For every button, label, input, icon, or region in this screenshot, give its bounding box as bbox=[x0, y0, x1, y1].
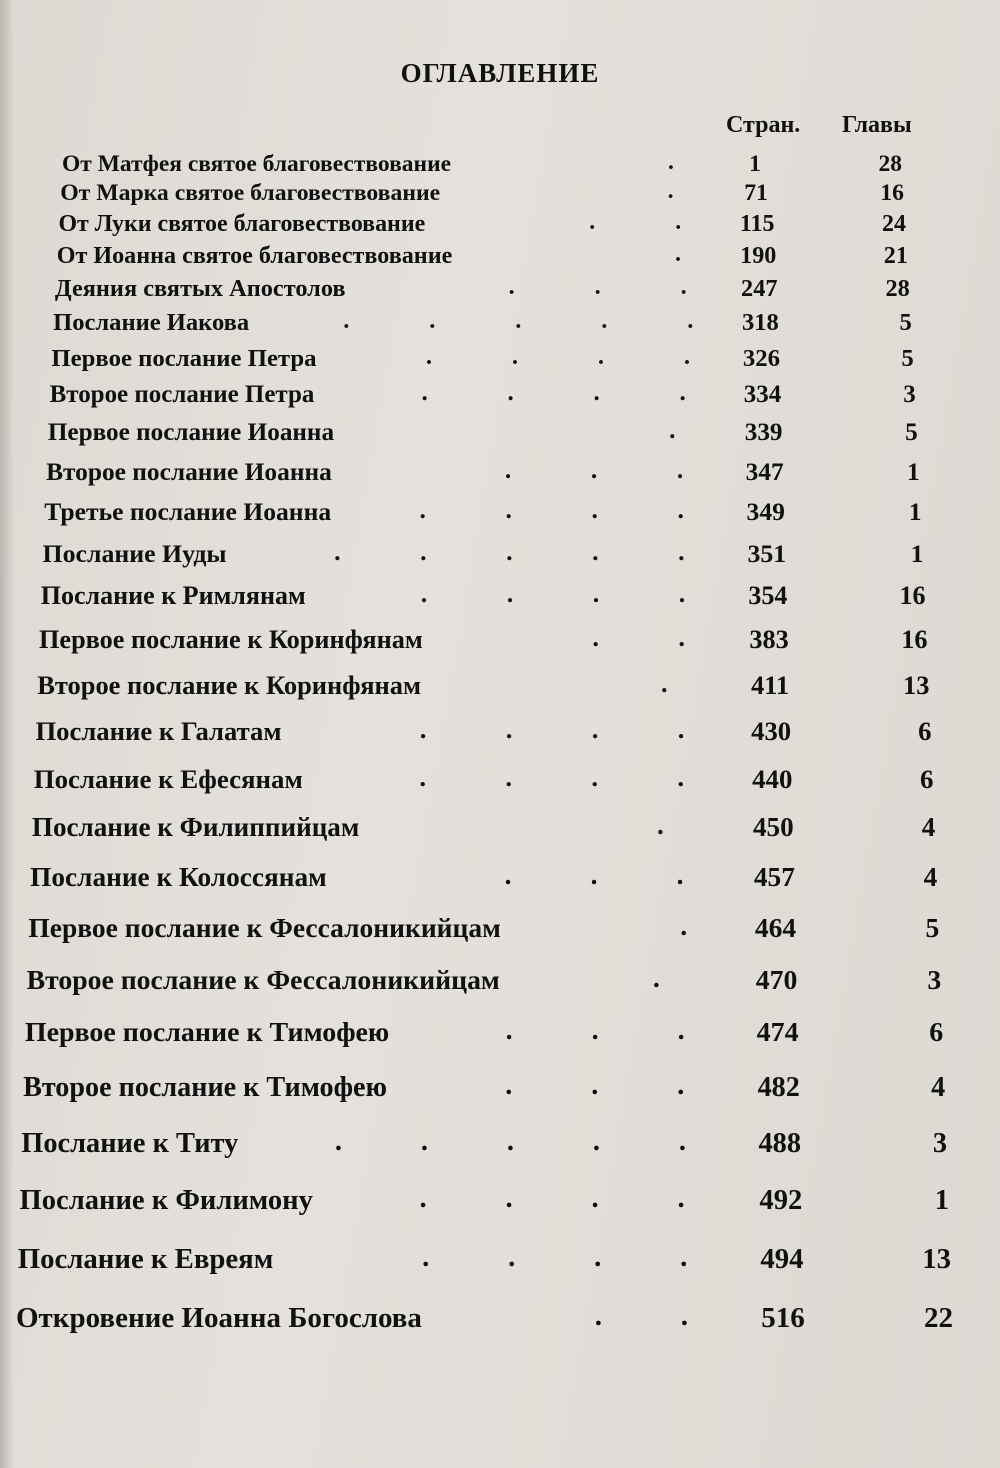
leader-dot: . bbox=[676, 859, 684, 890]
toc-entry-page: 1 bbox=[749, 151, 761, 177]
leader-dot: . bbox=[506, 1125, 514, 1157]
toc-row bbox=[0, 711, 1000, 751]
leader-dot: . bbox=[425, 342, 433, 370]
leader-dot: . bbox=[674, 239, 681, 267]
toc-row bbox=[0, 375, 1000, 415]
leader-dot: . bbox=[343, 307, 350, 335]
leader-dot: . bbox=[676, 456, 684, 485]
leader-dot: . bbox=[422, 1240, 430, 1273]
toc-entry-page: 457 bbox=[753, 861, 795, 892]
toc-entry-page: 326 bbox=[742, 344, 781, 372]
toc-entry-title: Послание к Титу bbox=[21, 1127, 239, 1159]
leader-dot: . bbox=[505, 1182, 513, 1214]
toc-entry-title: Второе послание Петра bbox=[49, 381, 315, 409]
leader-dot: . bbox=[591, 761, 599, 792]
toc-entry-page: 339 bbox=[744, 419, 783, 447]
page-title: ОГЛАВЛЕНИЕ bbox=[400, 58, 600, 88]
toc-entry-chapters: 3 bbox=[903, 381, 916, 409]
leader-dot: . bbox=[683, 342, 691, 370]
pages-column-header: Стран. bbox=[726, 112, 801, 138]
leader-dot: . bbox=[334, 1125, 342, 1157]
toc-entry-chapters: 13 bbox=[903, 670, 930, 700]
toc-entry-page: 411 bbox=[750, 670, 790, 700]
leader-dot: . bbox=[680, 1240, 688, 1273]
toc-entry-title: Послание к Ефесянам bbox=[33, 763, 303, 794]
leader-dot: . bbox=[505, 495, 512, 525]
toc-entry-chapters: 5 bbox=[925, 911, 940, 943]
toc-entry-chapters: 28 bbox=[878, 151, 902, 177]
toc-row bbox=[0, 857, 1000, 897]
leader-dot: . bbox=[678, 536, 685, 566]
toc-entry-chapters: 5 bbox=[905, 419, 918, 447]
toc-entry-title: Первое послание к Тимофею bbox=[24, 1017, 390, 1049]
toc-entry-chapters: 5 bbox=[899, 309, 912, 337]
toc-entry-chapters: 4 bbox=[923, 861, 938, 892]
toc-entry-chapters: 6 bbox=[919, 763, 934, 794]
leader-dot: . bbox=[420, 579, 428, 609]
leader-dot: . bbox=[505, 1069, 513, 1101]
leader-dot: . bbox=[678, 1125, 686, 1157]
toc-entry-page: 247 bbox=[741, 274, 778, 302]
toc-entry-chapters: 16 bbox=[899, 581, 926, 611]
toc-row bbox=[0, 1124, 1000, 1164]
leader-dot: . bbox=[678, 623, 685, 653]
toc-entry-chapters: 4 bbox=[921, 812, 936, 843]
leader-dot: . bbox=[590, 859, 598, 890]
leader-dot: . bbox=[668, 149, 674, 175]
leader-dot: . bbox=[601, 307, 608, 335]
leader-dot: . bbox=[420, 1125, 428, 1157]
leader-dot: . bbox=[687, 307, 694, 335]
toc-entry-title: Послание к Евреям bbox=[17, 1242, 274, 1275]
toc-entry-chapters: 6 bbox=[918, 716, 932, 747]
toc-entry-chapters: 6 bbox=[929, 1017, 944, 1049]
toc-entry-page: 190 bbox=[740, 241, 777, 269]
toc-row bbox=[0, 303, 1000, 343]
toc-entry-chapters: 28 bbox=[885, 274, 910, 302]
leader-dot: . bbox=[669, 417, 676, 445]
leader-dot: . bbox=[508, 1240, 516, 1273]
leader-dot: . bbox=[592, 623, 599, 653]
toc-entry-page: 470 bbox=[755, 963, 798, 995]
leader-dot: . bbox=[505, 714, 513, 745]
toc-entry-title: Второе послание к Тимофею bbox=[23, 1071, 388, 1103]
toc-entry-chapters: 1 bbox=[910, 538, 924, 568]
toc-entry-title: Послание к Галатам bbox=[35, 716, 282, 747]
leader-dot: . bbox=[661, 668, 668, 698]
toc-row bbox=[0, 1298, 1000, 1338]
toc-entry-title: Послание к Филиппийцам bbox=[31, 812, 360, 843]
leader-dot: . bbox=[590, 456, 598, 485]
toc-entry-title: Послание к Римлянам bbox=[40, 581, 306, 611]
toc-entry-chapters: 4 bbox=[931, 1071, 946, 1103]
leader-dot: . bbox=[589, 209, 596, 236]
toc-entry-page: 318 bbox=[741, 309, 779, 337]
toc-entry-chapters: 21 bbox=[883, 241, 908, 269]
toc-entry-page: 349 bbox=[746, 497, 785, 527]
toc-entry-title: Послание к Колоссянам bbox=[30, 861, 327, 892]
leader-dot: . bbox=[421, 379, 428, 407]
leader-dot: . bbox=[667, 178, 674, 205]
toc-entry-chapters: 1 bbox=[906, 458, 920, 487]
toc-entry-page: 494 bbox=[760, 1242, 804, 1275]
toc-row bbox=[0, 807, 1000, 847]
toc-row bbox=[0, 1181, 1000, 1221]
leader-dot: . bbox=[508, 272, 515, 300]
leader-dot: . bbox=[419, 1182, 427, 1214]
leader-dot: . bbox=[680, 272, 687, 300]
leader-dot: . bbox=[506, 536, 513, 566]
toc-entry-title: Третье послание Иоанна bbox=[44, 497, 332, 527]
leader-dot: . bbox=[592, 536, 599, 566]
toc-entry-page: 351 bbox=[747, 538, 787, 568]
toc-entry-title: Первое послание к Фессалоникийцам bbox=[28, 911, 501, 943]
toc-entry-page: 71 bbox=[744, 180, 768, 207]
leader-dot: . bbox=[419, 495, 426, 525]
leader-dot: . bbox=[592, 1125, 600, 1157]
toc-entry-page: 334 bbox=[743, 381, 782, 409]
toc-row bbox=[0, 759, 1000, 799]
toc-entry-chapters: 16 bbox=[901, 625, 928, 655]
leader-dot: . bbox=[677, 1182, 685, 1214]
leader-dot: . bbox=[506, 579, 514, 609]
leader-dot: . bbox=[591, 1015, 599, 1047]
toc-row bbox=[0, 576, 1000, 616]
toc-entry-page: 383 bbox=[749, 625, 789, 655]
leader-dot: . bbox=[511, 342, 519, 370]
toc-entry-chapters: 24 bbox=[882, 211, 906, 238]
toc-entry-chapters: 5 bbox=[901, 344, 914, 372]
leader-dot: . bbox=[597, 342, 605, 370]
chapters-column-header: Главы bbox=[842, 112, 912, 138]
toc-entry-page: 492 bbox=[759, 1184, 803, 1216]
leader-dot: . bbox=[334, 536, 341, 566]
leader-dot: . bbox=[680, 1300, 689, 1332]
leader-dot: . bbox=[504, 859, 512, 890]
leader-dot: . bbox=[594, 1240, 602, 1273]
toc-entry-title: Деяния святых Апостолов bbox=[54, 274, 346, 302]
toc-entry-chapters: 3 bbox=[927, 963, 942, 995]
leader-dot: . bbox=[677, 1069, 685, 1101]
toc-entry-title: Второе послание к Коринфянам bbox=[37, 670, 422, 700]
leader-dot: . bbox=[515, 307, 522, 335]
toc-row bbox=[0, 908, 1000, 948]
toc-entry-title: Первое послание к Коринфянам bbox=[39, 625, 423, 655]
toc-row bbox=[0, 960, 1000, 1000]
leader-dot: . bbox=[429, 307, 436, 335]
toc-entry-title: Второе послание к Фессалоникийцам bbox=[26, 963, 500, 995]
leader-dot: . bbox=[679, 379, 686, 407]
toc-row bbox=[0, 339, 1000, 379]
toc-row bbox=[0, 452, 1000, 492]
toc-row bbox=[0, 1239, 1000, 1279]
toc-row bbox=[0, 534, 1000, 574]
toc-entry-page: 464 bbox=[754, 911, 797, 943]
leader-dot: . bbox=[507, 379, 514, 407]
toc-entry-title: От Марка святое благовествование bbox=[60, 180, 441, 207]
leader-dot: . bbox=[591, 1069, 599, 1101]
leader-dot: . bbox=[419, 761, 427, 792]
toc-entry-page: 115 bbox=[739, 211, 775, 238]
leader-dot: . bbox=[677, 761, 685, 792]
toc-row bbox=[0, 413, 1000, 453]
toc-entry-chapters: 3 bbox=[932, 1127, 948, 1159]
leader-dot: . bbox=[591, 1182, 599, 1214]
toc-row bbox=[0, 1013, 1000, 1053]
toc-entry-page: 440 bbox=[752, 763, 793, 794]
leader-dot: . bbox=[678, 579, 686, 609]
toc-entry-title: От Луки святое благовествование bbox=[58, 211, 426, 238]
toc-entry-page: 516 bbox=[761, 1302, 805, 1334]
toc-entry-page: 482 bbox=[757, 1071, 800, 1103]
toc-entry-title: Первое послание Петра bbox=[51, 344, 317, 372]
leader-dot: . bbox=[652, 961, 660, 993]
toc-entry-title: Послание к Филимону bbox=[19, 1184, 313, 1216]
leader-dot: . bbox=[594, 272, 601, 300]
toc-entry-chapters: 1 bbox=[908, 497, 922, 527]
toc-entry-page: 347 bbox=[745, 458, 784, 487]
leader-dot: . bbox=[594, 1300, 603, 1332]
leader-dot: . bbox=[677, 495, 684, 525]
toc-row bbox=[0, 1068, 1000, 1108]
toc-entry-page: 474 bbox=[756, 1017, 799, 1049]
leader-dot: . bbox=[677, 714, 685, 745]
leader-dot: . bbox=[505, 761, 513, 792]
toc-entry-chapters: 22 bbox=[924, 1302, 953, 1334]
toc-entry-title: Первое послание Иоанна bbox=[47, 419, 335, 447]
toc-entry-title: От Иоанна святое благовествование bbox=[56, 241, 453, 269]
toc-entry-chapters: 16 bbox=[880, 180, 904, 207]
leader-dot: . bbox=[420, 536, 427, 566]
toc-entry-title: Второе послание Иоанна bbox=[46, 458, 332, 487]
toc-entry-chapters: 1 bbox=[934, 1184, 950, 1216]
toc-entry-title: От Матфея святое благовествование bbox=[62, 151, 452, 177]
leader-dot: . bbox=[593, 379, 600, 407]
toc-entry-title: Послание Иуды bbox=[42, 538, 227, 568]
toc-entry-page: 450 bbox=[752, 812, 794, 843]
leader-dot: . bbox=[680, 909, 688, 941]
leader-dot: . bbox=[591, 714, 599, 745]
toc-row bbox=[0, 620, 1000, 660]
toc-entry-page: 488 bbox=[758, 1127, 802, 1159]
toc-row bbox=[0, 665, 1000, 705]
toc-row bbox=[0, 492, 1000, 532]
leader-dot: . bbox=[592, 579, 600, 609]
toc-entry-page: 430 bbox=[751, 716, 792, 747]
toc-entry-page: 354 bbox=[748, 581, 788, 611]
leader-dot: . bbox=[675, 209, 682, 236]
leader-dot: . bbox=[505, 1015, 513, 1047]
toc-entry-chapters: 13 bbox=[922, 1242, 952, 1275]
leader-dot: . bbox=[677, 1015, 685, 1047]
leader-dot: . bbox=[419, 714, 427, 745]
leader-dot: . bbox=[504, 456, 512, 485]
leader-dot: . bbox=[591, 495, 598, 525]
leader-dot: . bbox=[656, 810, 664, 841]
toc-entry-title: Послание Иакова bbox=[53, 309, 250, 337]
toc-entry-title: Откровение Иоанна Богослова bbox=[16, 1302, 422, 1334]
